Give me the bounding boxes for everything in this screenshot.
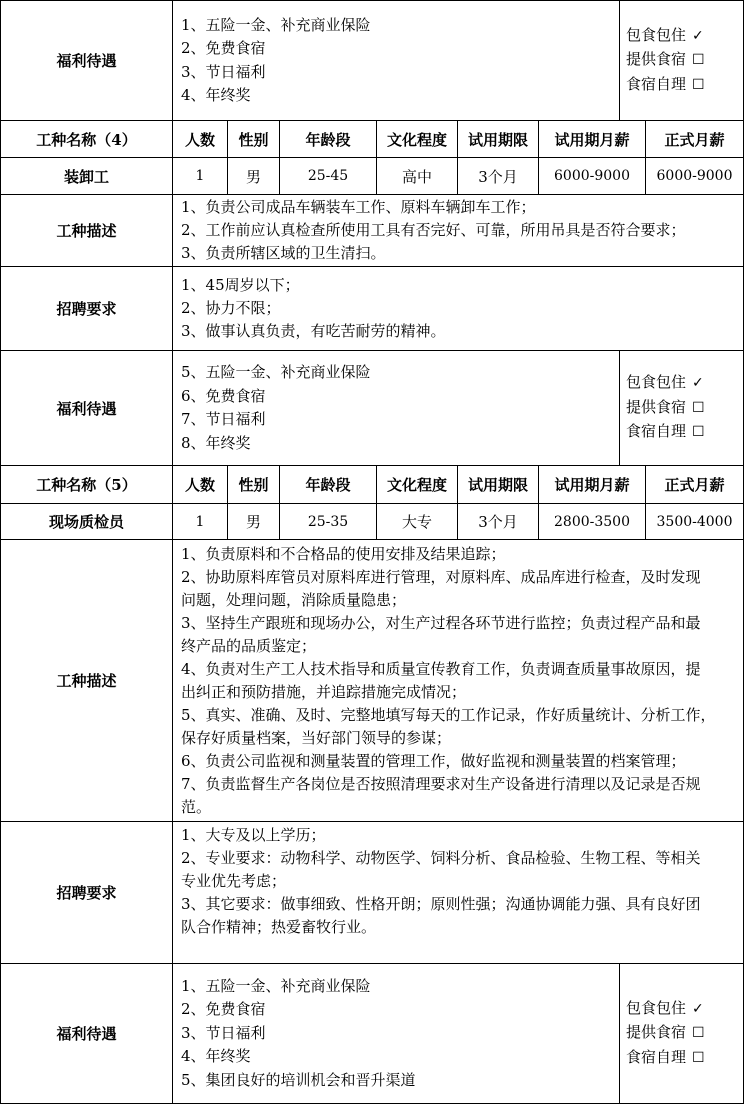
job4-header-row [0,121,744,158]
col-header: 文化程度 [377,121,458,157]
benefit-item: 4、年终奖 [181,86,251,104]
housing-option [626,997,737,1022]
job4-desc-row [0,195,744,267]
housing-options [620,351,743,465]
job-title-header: 工种名称（4） [1,121,173,157]
req-line: 1、45周岁以下； [181,276,300,294]
benefit-item: 4、年终奖 [181,1047,251,1066]
benefits-label: 福利待遇 [1,351,173,465]
headcount: 1 [173,504,228,539]
housing-option [626,371,737,396]
req-line: 1、大专及以上学历； [181,826,326,844]
desc-label: 工种描述 [1,195,173,266]
gender: 男 [228,504,280,539]
probation-salary: 6000-9000 [539,158,646,194]
desc-label: 工种描述 [1,540,173,821]
job-name: 装卸工 [1,158,173,194]
checkbox-empty-icon: ☐ [692,76,705,93]
housing-option [626,1021,737,1046]
housing-option [626,420,737,445]
housing-option [626,1046,737,1071]
housing-option [626,24,737,49]
option-label: 提供食宿 [626,1023,687,1042]
job-description [173,195,743,266]
req-label: 招聘要求 [1,267,173,350]
col-header: 文化程度 [377,466,458,503]
option-label: 食宿自理 [626,422,687,441]
req-line: 2、专业要求：动物科学、动物医学、饲料分析、食品检验、生物工程、等相关 [181,849,701,867]
job-description [173,540,743,821]
desc-line: 出纠正和预防措施，并追踪措施完成情况； [181,682,467,701]
desc-line: 1、负责公司成品车辆装车工作、原料车辆卸车工作； [181,198,536,216]
desc-line: 7、负责监督生产各岗位是否按照清理要求对生产设备进行清理以及记录是否规 [181,774,701,793]
option-label: 提供食宿 [626,397,687,416]
req-line: 专业优先考虑； [181,872,287,890]
col-header: 人数 [173,466,228,503]
housing-option [626,48,737,73]
gender: 男 [228,158,280,194]
checkbox-empty-icon: ☐ [692,424,705,441]
benefits-list [173,964,620,1103]
formal-salary: 6000-9000 [656,168,733,184]
desc-line: 6、负责公司监视和测量装置的管理工作，做好监视和测量装置的档案管理； [181,751,686,770]
benefit-item: 1、五险一金、补充商业保险 [181,976,371,995]
education: 大专 [377,504,458,539]
col-header: 年龄段 [280,121,377,157]
housing-options [620,1,743,120]
req-line: 2、协力不限； [181,299,281,317]
benefits-list [173,351,620,465]
col-header: 正式月薪 [664,130,725,149]
age-range: 25-35 [280,504,377,539]
job5-benefits-row [0,964,744,1104]
probation-period: 3个月 [458,158,539,194]
benefit-item: 3、节日福利 [181,1023,266,1042]
benefit-item: 7、节日福利 [181,410,266,428]
benefit-item: 2、免费食宿 [181,39,266,57]
option-label: 包食包住 [626,998,687,1017]
probation-salary: 2800-3500 [539,504,646,539]
col-header: 试用期月薪 [539,121,646,157]
job-requirements [173,267,743,350]
desc-line: 2、工作前应认真检查所使用工具有否完好、可靠，所用吊具是否符合要求； [181,221,686,239]
req-line: 3、其它要求：做事细致、性格开朗；原则性强；沟通协调能力强、具有良好团 [181,895,701,913]
desc-line: 保存好质量档案，当好部门领导的参谋； [181,728,452,747]
option-label: 食宿自理 [626,1047,687,1066]
job-requirements [173,822,743,963]
job4-benefits-row [0,351,744,466]
option-label: 食宿自理 [626,74,687,93]
col-header: 性别 [228,121,280,157]
checkbox-empty-icon: ☐ [692,1049,705,1066]
job5-req-row [0,822,744,964]
probation-period: 3个月 [458,504,539,539]
formal-salary: 3500-4000 [656,513,733,530]
checkbox-empty-icon: ☐ [692,399,705,416]
col-header: 年龄段 [280,466,377,503]
desc-line: 1、负责原料和不合格品的使用安排及结果追踪； [181,544,506,563]
check-mark-icon: ✓ [692,27,704,44]
benefit-item: 8、年终奖 [181,433,251,452]
job5-value-row [0,504,744,540]
req-line: 3、做事认真负责，有吃苦耐劳的精神。 [181,322,446,340]
education: 高中 [377,158,458,194]
job4-req-row [0,267,744,351]
col-header: 性别 [228,466,280,503]
housing-options [620,964,743,1103]
desc-line: 问题，处理问题，消除质量隐患； [181,590,407,609]
benefits-list [173,1,620,120]
desc-line: 3、坚持生产跟班和现场办公，对生产过程各环节进行监控；负责过程产品和最 [181,613,701,632]
age-range: 25-45 [280,158,377,194]
req-line: 队合作精神；热爱畜牧行业。 [181,918,377,936]
housing-option [626,73,737,98]
benefit-item: 3、节日福利 [181,62,266,81]
benefit-item: 5、五险一金、补充商业保险 [181,363,371,381]
check-mark-icon: ✓ [692,1000,704,1017]
col-header: 正式月薪 [664,476,725,494]
col-header: 试用期限 [458,466,539,503]
benefits-row-top [0,0,744,121]
desc-line: 4、负责对生产工人技术指导和质量宣传教育工作，负责调查质量事故原因，提 [181,659,701,678]
desc-line: 2、协助原料库管员对原料库进行管理，对原料库、成品库进行检查，及时发现 [181,567,701,586]
option-label: 包食包住 [626,25,687,44]
benefit-item: 6、免费食宿 [181,386,266,405]
desc-line: 3、负责所辖区域的卫生清扫。 [181,244,386,262]
benefit-item: 1、五险一金、补充商业保险 [181,15,371,34]
job-title-header: 工种名称（5） [1,466,173,503]
desc-line: 范。 [181,797,212,816]
benefits-label: 福利待遇 [1,1,173,120]
check-mark-icon: ✓ [692,375,704,392]
benefit-item: 2、免费食宿 [181,1000,266,1019]
job5-desc-row [0,540,744,822]
housing-option [626,396,737,421]
desc-line: 5、真实、准确、及时、完整地填写每天的工作记录，作好质量统计、分析工作， [181,705,716,724]
col-header: 试用期月薪 [539,466,646,503]
checkbox-empty-icon: ☐ [692,1025,705,1042]
benefits-label: 福利待遇 [1,964,173,1103]
col-header: 人数 [173,121,228,157]
option-label: 包食包住 [626,373,687,392]
desc-line: 终产品的品质鉴定； [181,636,317,655]
col-header: 试用期限 [458,121,539,157]
checkbox-empty-icon: ☐ [692,52,705,69]
option-label: 提供食宿 [626,50,687,69]
job5-header-row [0,466,744,504]
benefit-item: 5、集团良好的培训机会和晋升渠道 [181,1070,416,1089]
job4-value-row [0,158,744,195]
headcount: 1 [173,158,228,194]
req-label: 招聘要求 [1,822,173,963]
job-name: 现场质检员 [1,504,173,539]
